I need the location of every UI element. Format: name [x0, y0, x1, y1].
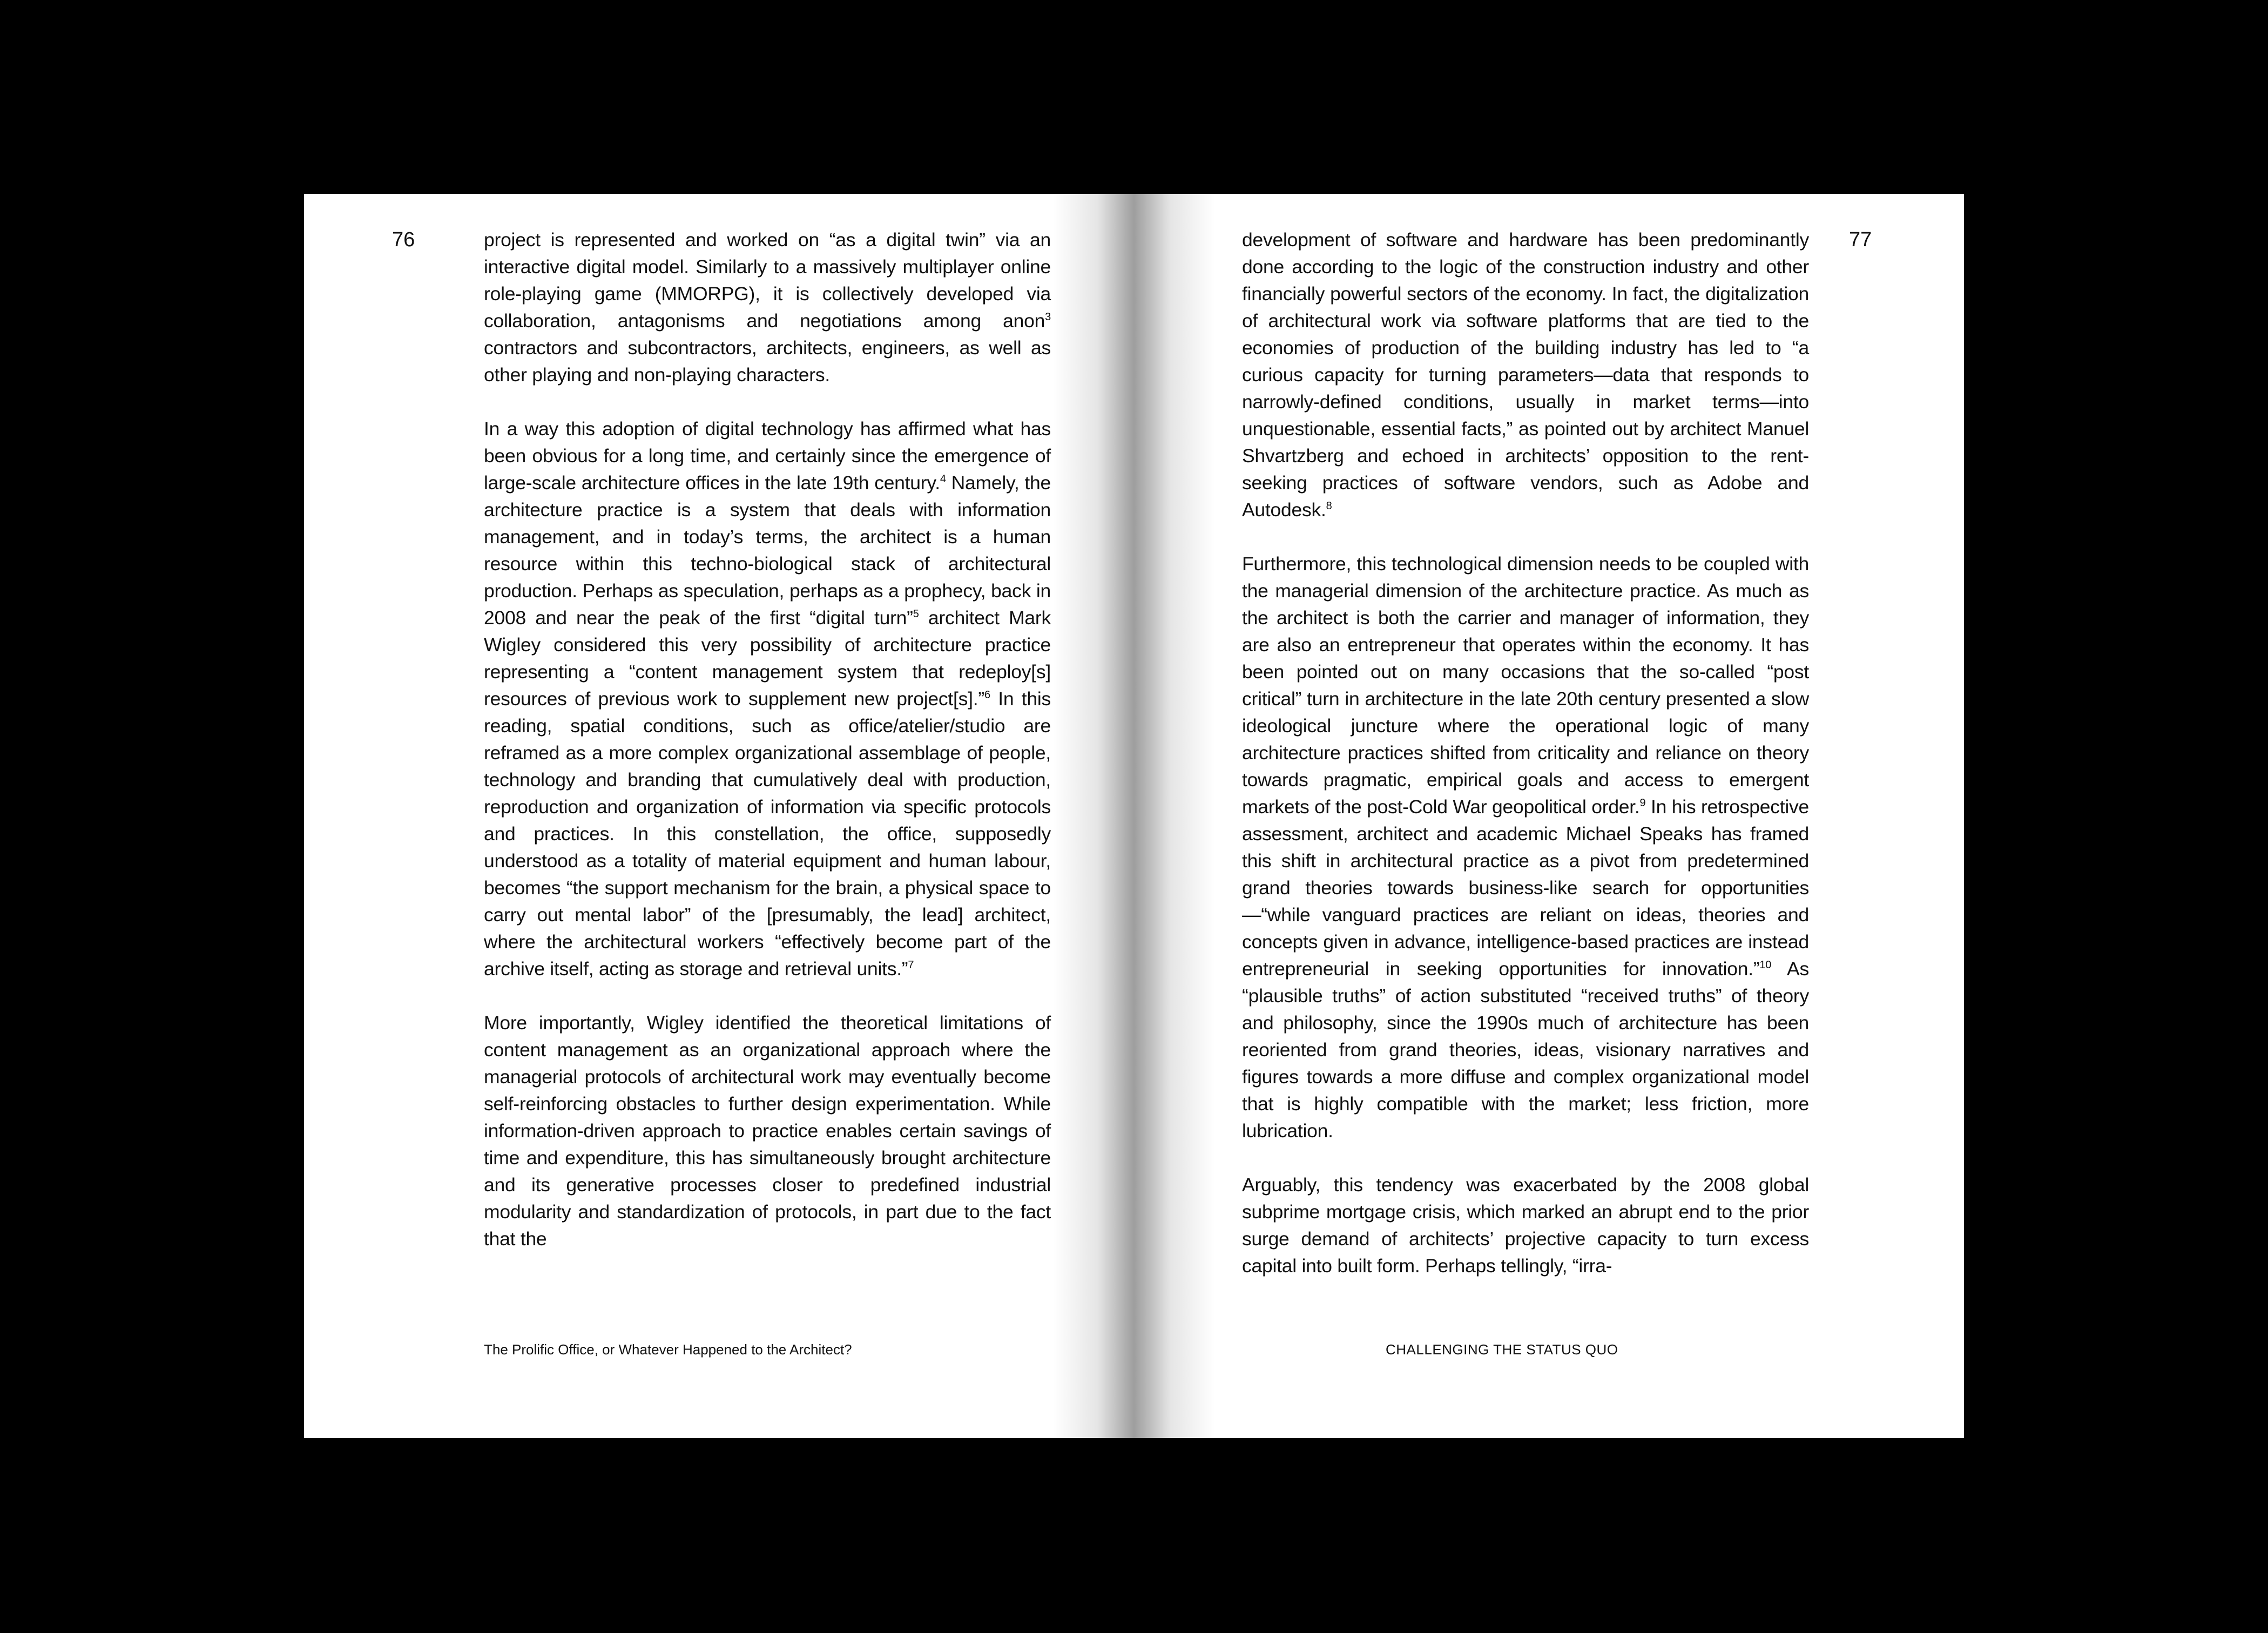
- paragraph-text: In this reading, spatial conditions, such as office/atelier/studio are reframed as a more complex organizational assemblage of people, technology and branding that cumulatively deal with production, reproduction and organization of information via specific protocols and practices. In this constellation, the office, supposedly understood as a totality of material equipment and human labour, becomes “the support mechanism for the brain, a physical space to carry out mental labor” of the [presumably, the lead] architect, where the architectural workers “effectively become part of the archive itself, acting as storage and retrieval units.”: [484, 688, 1051, 980]
- gutter-shadow: [1053, 194, 1134, 1438]
- paragraph-text: In a way this adoption of digital technology has affirmed what has been obvious for a long time, and certainly since the emergence of large-scale architecture offices in the late 19th century.: [484, 418, 1051, 494]
- body-text-column: [484, 226, 1051, 1279]
- footnote-marker: 4: [940, 473, 946, 485]
- paragraph-text: Namely, the architecture practice is a system that deals with information management, and in today’s terms, the architect is a human resource within this techno-biological stack of architectural production. Perhaps as speculation, perhaps as a prophecy, back in 2008 and near the peak of the first “digital turn”: [484, 472, 1051, 629]
- body-text-column: [1242, 226, 1809, 1306]
- body-paragraph: [1242, 226, 1809, 523]
- footnote-marker: 6: [984, 689, 990, 701]
- running-footer: The Prolific Office, or Whatever Happened to the Architect?: [484, 1341, 852, 1358]
- footnote-marker: 10: [1759, 959, 1772, 971]
- page-number: 77: [1849, 228, 1872, 251]
- left-page: [304, 194, 1134, 1438]
- paragraph-text: architect Mark Wigley considered this very possibility of architecture practice representing a “content management system that redeploy[s] resources of previous work to supplement new project[s].”: [484, 607, 1051, 710]
- footnote-marker: 9: [1639, 797, 1646, 809]
- paragraph-text: Arguably, this tendency was exacerbated by the 2008 global subprime mortgage crisis, which marked an abrupt end to the prior surge demand of architects’ projective capacity to turn excess capital into built form. Perhaps tellingly, “irra-: [1242, 1174, 1809, 1277]
- right-page: [1134, 194, 1964, 1438]
- footnote-marker: 3: [1045, 311, 1051, 323]
- paragraph-text: Furthermore, this technological dimension needs to be coupled with the managerial dimension of the architecture practice. As much as the architect is both the carrier and manager of information, they are also an entrepreneur that operates within the economy. It has been pointed out on many occasions that the so-called “post critical” turn in architecture in the late 20th century presented a slow ideological juncture where the operational logic of many architecture practices shifted from criticality and reliance on theory towards pragmatic, empirical goals and access to emergent markets of the post-Cold War geopolitical order.: [1242, 553, 1809, 818]
- body-paragraph: [1242, 1171, 1809, 1279]
- page-number: 76: [392, 228, 415, 251]
- body-paragraph: [484, 226, 1051, 388]
- book-spread: [304, 194, 1964, 1438]
- paragraph-text: More importantly, Wigley identified the theoretical limitations of content management as an organizational approach where the managerial protocols of architectural work may eventually become self-reinforcing obstacles to further design experimentation. While information-driven approach to practice enables certain savings of time and expenditure, this has simultaneously brought architecture and its generative processes closer to predefined industrial modularity and standardization of protocols, in part due to the fact that the: [484, 1012, 1051, 1250]
- footnote-marker: 7: [908, 959, 914, 971]
- body-paragraph: [484, 415, 1051, 982]
- paragraph-text: As “plausible truths” of action substituted “received truths” of theory and philosophy, since the 1990s much of architecture has been reoriented from grand theories, ideas, visionary narratives and figures towards a more diffuse and complex organizational model that is highly compatible with the market; less friction, more lubrication.: [1242, 958, 1809, 1142]
- paragraph-text: In his retrospective assessment, architect and academic Michael Speaks has framed this shift in architectural practice as a pivot from predetermined grand theories towards business-like search for opportunities—“while vanguard practices are reliant on ideas, theories and concepts given in advance, intelligence-based practices are instead entrepreneurial in seeking opportunities for innovation.”: [1242, 796, 1809, 980]
- running-footer: CHALLENGING THE STATUS QUO: [1386, 1341, 1618, 1358]
- body-paragraph: [484, 1009, 1051, 1252]
- paragraph-text: development of software and hardware has been predominantly done according to the logic of the construction industry and other financially powerful sectors of the economy. In fact, the digitalization of architectural work via software platforms that are tied to the economies of production of the building industry has led to “a curious capacity for turning parameters—data that responds to narrowly-defined conditions, usually in market terms—into unquestionable, essential facts,” as pointed out by architect Manuel Shvartzberg and echoed in architects’ opposition to the rent-seeking practices of software vendors, such as Adobe and Autodesk.: [1242, 229, 1809, 521]
- footnote-marker: 8: [1326, 500, 1332, 512]
- body-paragraph: [1242, 550, 1809, 1144]
- paragraph-text: contractors and subcontractors, architects, engineers, as well as other playing and non-playing characters.: [484, 337, 1051, 386]
- paragraph-text: project is represented and worked on “as a digital twin” via an interactive digital model. Similarly to a massively multiplayer online role-playing game (MMORPG), it is collectively developed via collaboration, antagonisms and negotiations among anon: [484, 229, 1051, 332]
- gutter-shadow: [1134, 194, 1215, 1438]
- footnote-marker: 5: [913, 608, 919, 620]
